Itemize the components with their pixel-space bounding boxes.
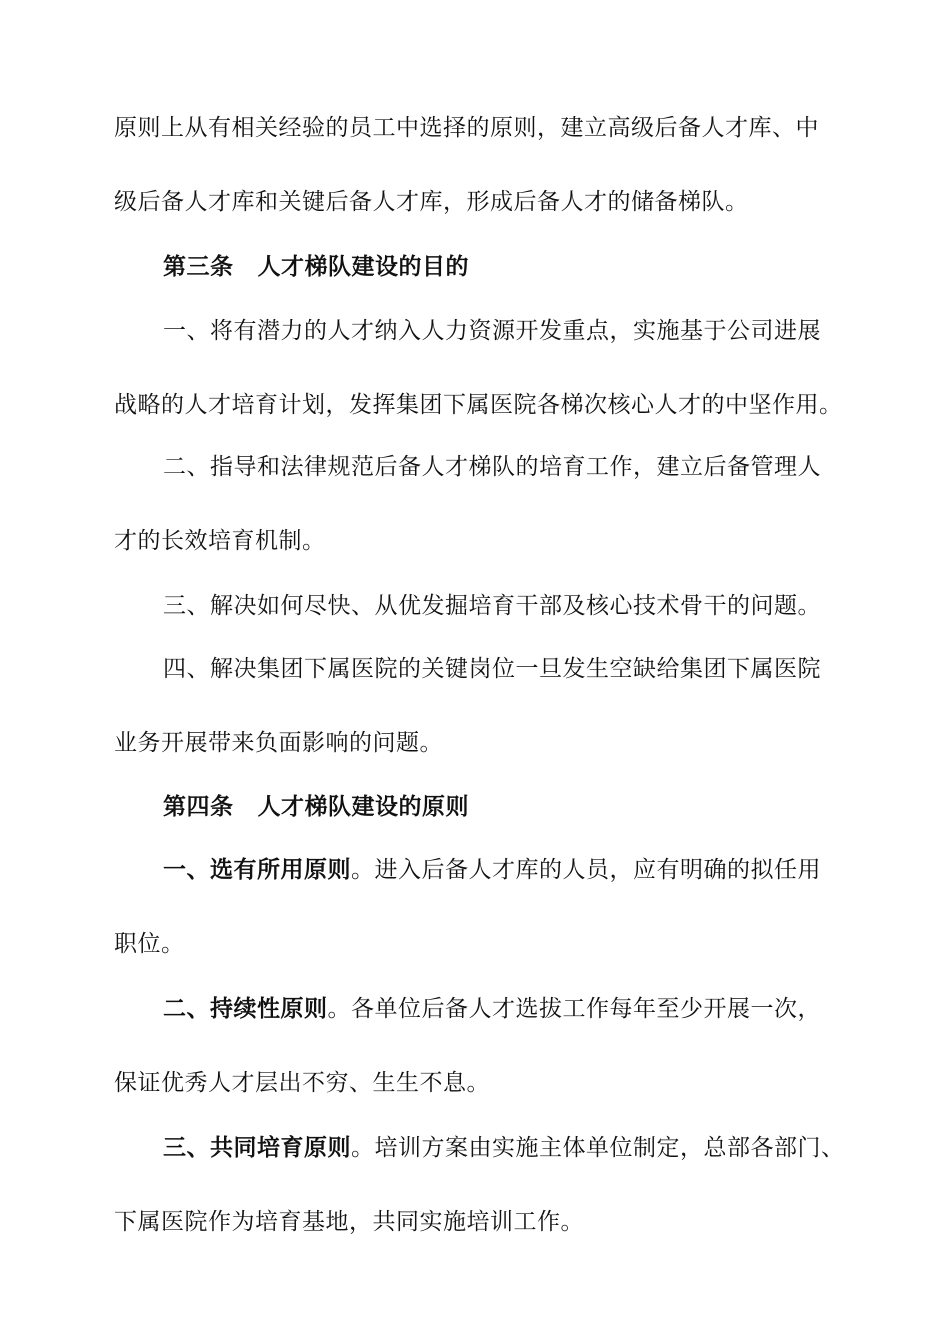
paragraph-line: 原则上从有相关经验的员工中选择的原则，建立高级后备人才库、中 [114,115,819,141]
principle-text: 。各单位后备人才选拔工作每年至少开展一次， [327,996,821,1022]
principle-line: 职位。 [114,931,185,957]
list-item-line: 业务开展带来负面影响的问题。 [114,730,443,756]
paragraph-line: 级后备人才库和关键后备人才库，形成后备人才的储备梯队。 [114,189,749,215]
list-item-line: 三、解决如何尽快、从优发掘培育干部及核心技术骨干的问题。 [163,593,821,619]
principle-line [163,1133,845,1163]
list-item-line: 一、将有潜力的人才纳入人力资源开发重点，实施基于公司进展 [163,318,821,344]
article-number: 第四条 [163,793,234,820]
list-item-line: 四、解决集团下属医院的关键岗位一旦发生空缺给集团下属医院 [163,656,821,682]
principle-title: 三、共同培育原则 [163,1134,351,1161]
principle-title: 一、选有所用原则 [163,856,351,883]
principle-line: 保证优秀人才层出不穷、生生不息。 [114,1070,490,1096]
principle-text: 。培训方案由实施主体单位制定，总部各部门、 [351,1135,845,1161]
principle-title: 二、持续性原则 [163,995,328,1022]
principle-line [163,855,821,885]
article-title: 人才梯队建设的原则 [257,793,469,820]
list-item-line: 才的长效培育机制。 [114,528,326,554]
article-3-heading [163,252,469,282]
article-4-heading [163,792,469,822]
principle-text: 。进入后备人才库的人员，应有明确的拟任用 [351,857,821,883]
article-title: 人才梯队建设的目的 [257,253,469,280]
article-number: 第三条 [163,253,234,280]
list-item-line: 二、指导和法律规范后备人才梯队的培育工作，建立后备管理人 [163,454,821,480]
principle-line [163,994,821,1024]
list-item-line: 战略的人才培育计划，发挥集团下属医院各梯次核心人才的中坚作用。 [114,392,843,418]
principle-line: 下属医院作为培育基地，共同实施培训工作。 [114,1209,584,1235]
